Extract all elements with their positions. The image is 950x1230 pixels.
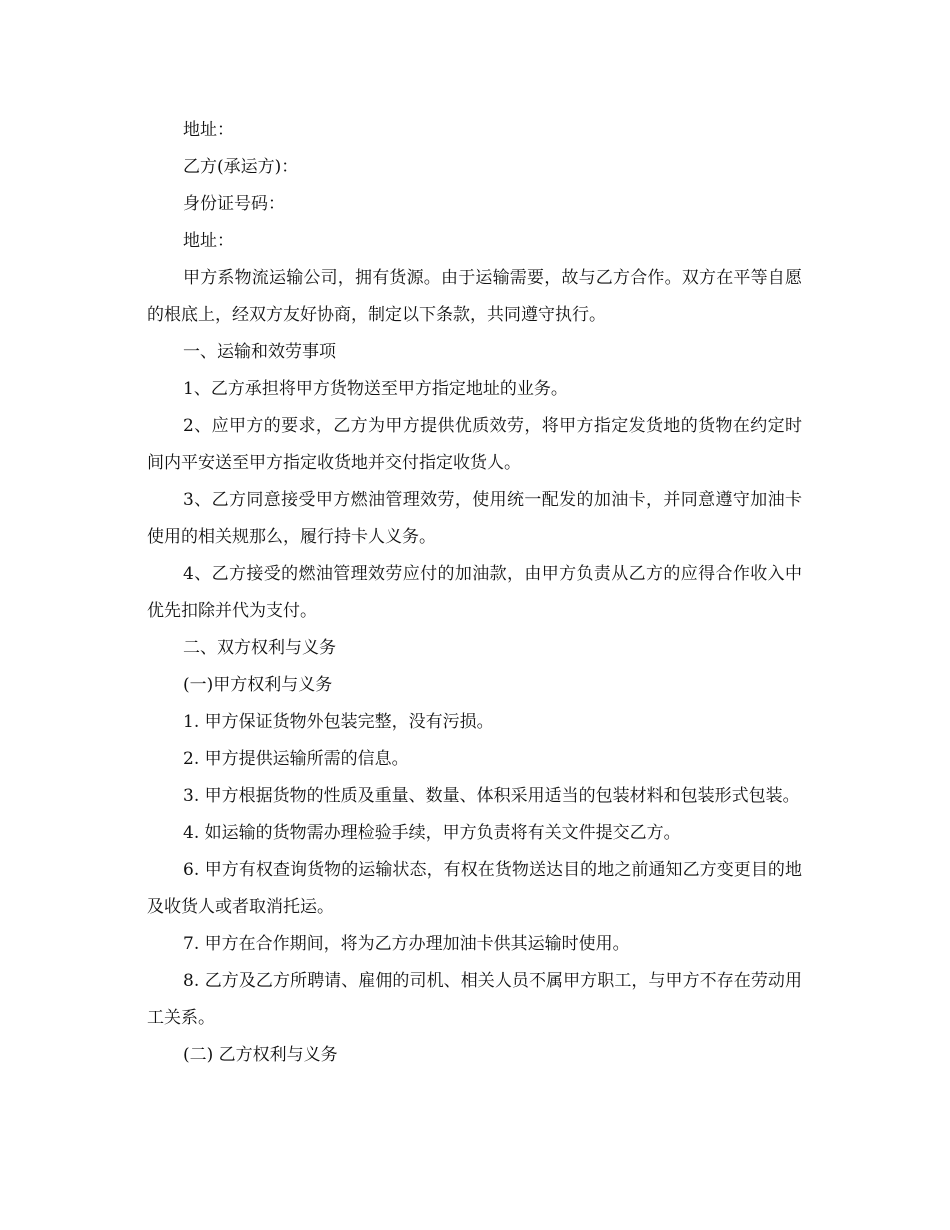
clause-1-2: 2、应甲方的要求，乙方为甲方提供优质效劳，将甲方指定发货地的货物在约定时间内平安送至甲方指定收货地并交付指定收货人。 <box>147 416 802 473</box>
clause-1-1: 1、乙方承担将甲方货物送至甲方指定地址的业务。 <box>183 379 568 399</box>
address-line-party-a: 地址： <box>183 120 234 140</box>
clause-a-7: 7. 甲方在合作期间，将为乙方办理加油卡供其运输时使用。 <box>183 934 630 954</box>
section-heading-1: 一、运输和效劳事项 <box>183 342 336 362</box>
id-number-line: 身份证号码： <box>183 194 285 214</box>
subsection-heading-party-b: (二) 乙方权利与义务 <box>183 1045 338 1065</box>
clause-a-1: 1. 甲方保证货物外包装完整，没有污损。 <box>183 712 494 732</box>
clause-a-8: 8. 乙方及乙方所聘请、雇佣的司机、相关人员不属甲方职工，与甲方不存在劳动用工关系。 <box>147 971 802 1028</box>
clause-a-2: 2. 甲方提供运输所需的信息。 <box>183 749 409 769</box>
clause-a-3: 3. 甲方根据货物的性质及重量、数量、体积采用适当的包装材料和包装形式包装。 <box>183 786 800 806</box>
party-b-carrier-line: 乙方(承运方)： <box>183 157 299 177</box>
address-line-party-b: 地址： <box>183 231 234 251</box>
clause-a-6: 6. 甲方有权查询货物的运输状态，有权在货物送达目的地之前通知乙方变更目的地及收货人或者取消托运。 <box>147 860 802 917</box>
subsection-heading-party-a: (一)甲方权利与义务 <box>183 675 333 695</box>
section-heading-2: 二、双方权利与义务 <box>183 638 336 658</box>
clause-a-4: 4. 如运输的货物需办理检验手续，甲方负责将有关文件提交乙方。 <box>183 823 681 843</box>
clause-1-4: 4、乙方接受的燃油管理效劳应付的加油款，由甲方负责从乙方的应得合作收入中优先扣除并代为支付。 <box>147 564 802 621</box>
preamble-paragraph: 甲方系物流运输公司，拥有货源。由于运输需要，故与乙方合作。双方在平等自愿的根底上，经双方友好协商，制定以下条款，共同遵守执行。 <box>147 268 802 325</box>
clause-1-3: 3、乙方同意接受甲方燃油管理效劳，使用统一配发的加油卡，并同意遵守加油卡使用的相关规那么，履行持卡人义务。 <box>147 490 802 547</box>
document-body <box>147 112 802 1074</box>
